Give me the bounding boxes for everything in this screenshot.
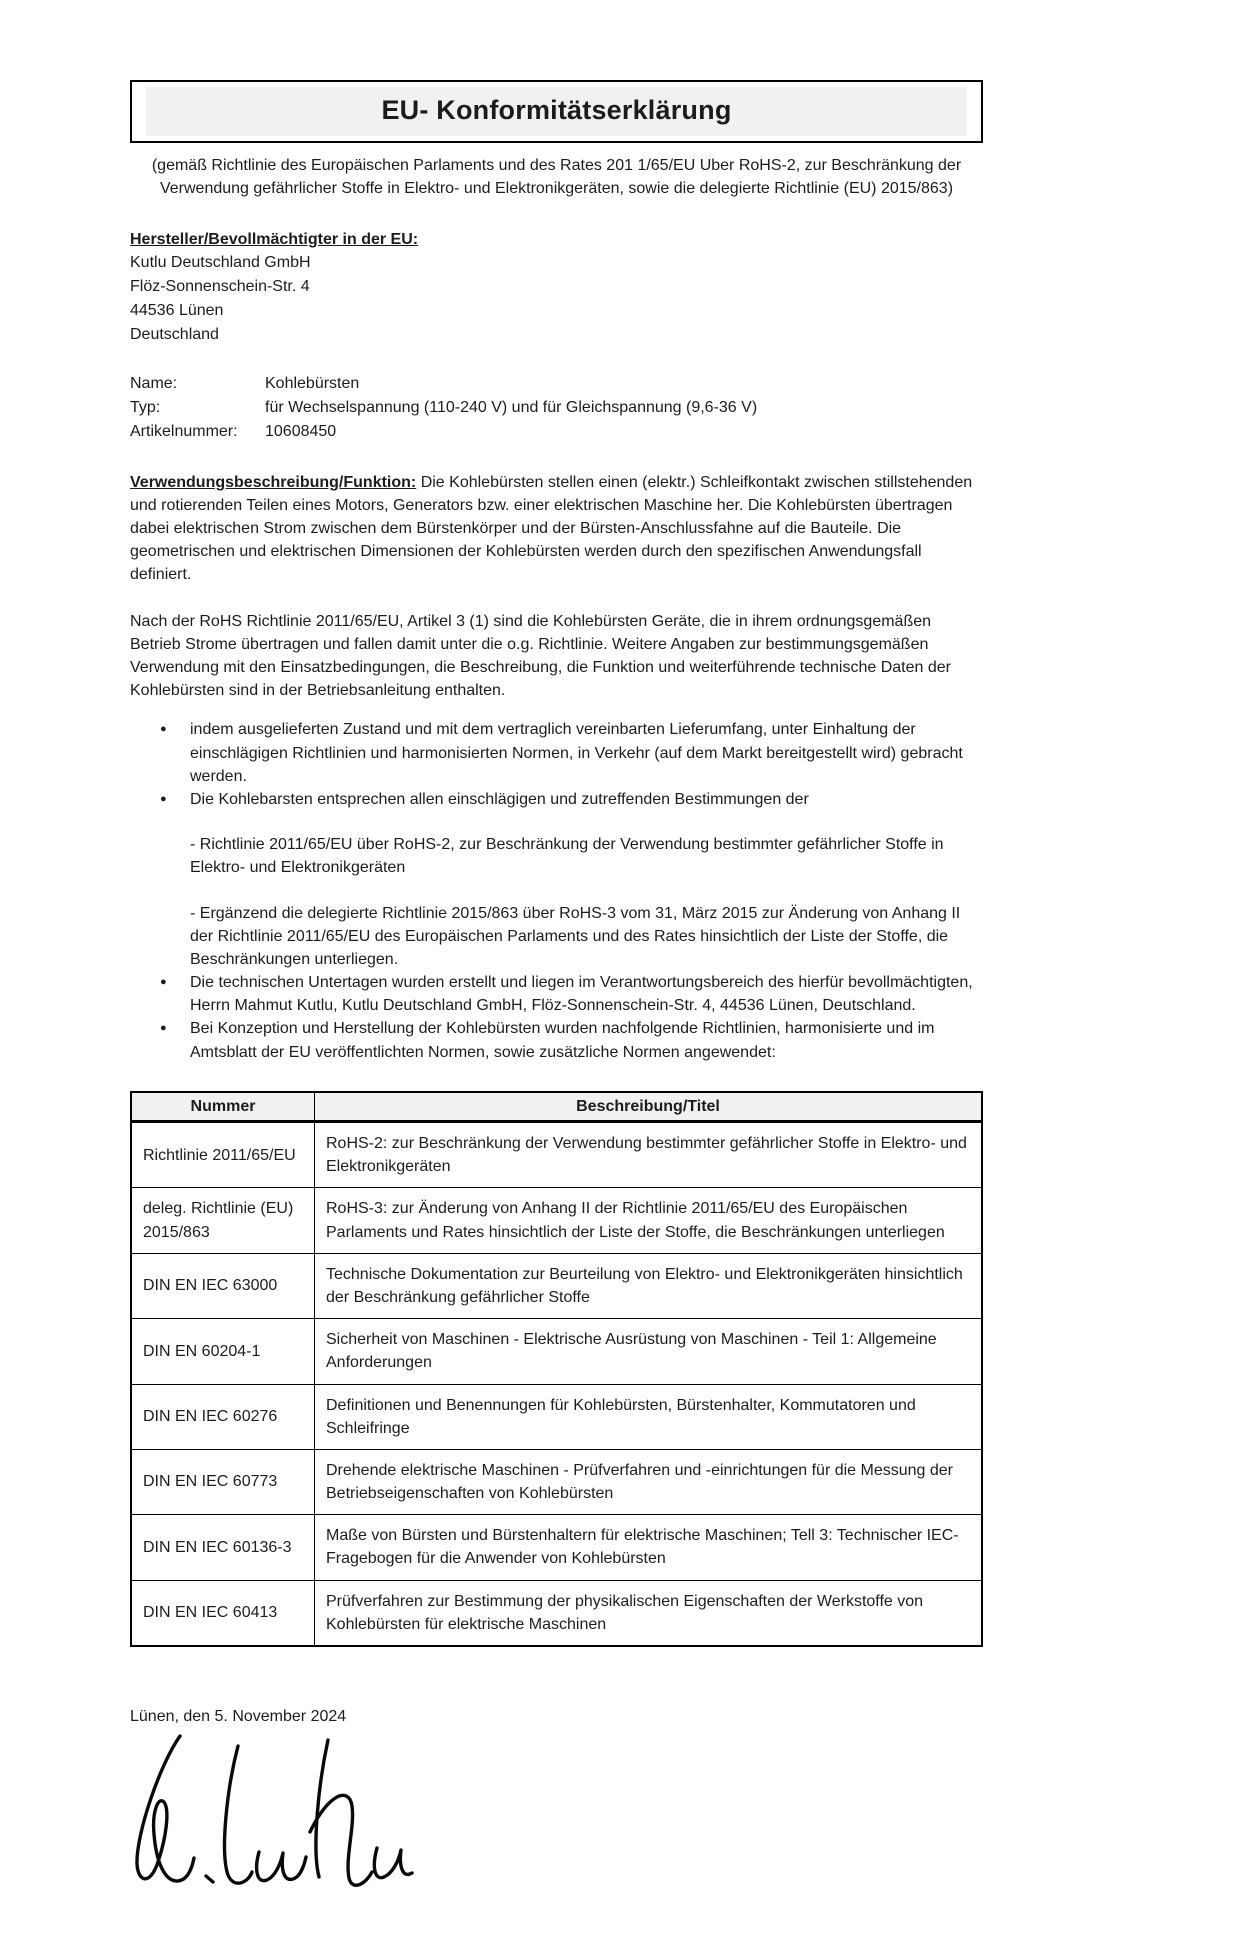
product-value: für Wechselspannung (110-240 V) und für Gleichspannung (9,6-36 V) [265, 398, 758, 416]
table-row [131, 1580, 982, 1646]
product-row [130, 372, 983, 396]
table-header-beschreibung: Beschreibung/Titel [315, 1092, 983, 1122]
address-line: 44536 Lünen [130, 301, 224, 319]
table-row [131, 1253, 982, 1318]
table-header-nummer: Nummer [131, 1092, 315, 1122]
cell-number: DIN EN IEC 60136-3 [131, 1515, 315, 1580]
bullet-item [130, 971, 983, 1017]
table-row [131, 1188, 982, 1253]
cell-description: Definitionen und Benennungen für Kohlebürsten, Bürstenhalter, Kommutatoren und Schleifringe [315, 1384, 983, 1449]
product-label: Artikelnummer: [130, 422, 238, 440]
table-row [131, 1384, 982, 1449]
bullet-list [130, 718, 983, 1063]
cell-number: DIN EN 60204-1 [131, 1319, 315, 1384]
cell-description: RoHS-3: zur Änderung von Anhang II der Richtlinie 2011/65/EU des Europäischen Parlaments und Rates hinsichtlich der Liste der Stoffe, die Beschränkungen unterliegen [315, 1188, 983, 1253]
dateline: Lünen, den 5. November 2024 [130, 1708, 347, 1726]
bullet-sub-paragraph: - Ergänzend die delegierte Richtlinie 2015/863 über RoHS-3 vom 31, März 2015 zur Änderung von Anhang II der Richtlinie 2011/65/EU des Europäischen Parlaments und des Rates hinsichtlich der Liste der Stoffe, die Beschränkungen unterliegen. [190, 904, 961, 968]
product-row [130, 420, 983, 444]
bullet-text: ● Die Kohlebarsten entsprechen allen einschlägigen und zutreffenden Bestimmungen der [190, 790, 809, 808]
rohs-paragraph: Nach der RoHS Richtlinie 2011/65/EU, Artikel 3 (1) sind die Kohlebürsten Geräte, die in ihrem ordnungsgemäßen Betrieb Strome übertragen und fallen damit unter die o.g. Richtlinie. Weitere Angaben zur bestimmungsgemäßen Verwendung mit den Einsatzbedingungen, die Beschreibung, die Funktion und weiterführende technische Daten der Kohlebürsten sind in der Betriebsanleitung enthalten. [130, 612, 951, 700]
address-line: Flöz-Sonnenschein-Str. 4 [130, 277, 310, 295]
bullet-text: ● indem ausgelieferten Zustand und mit dem vertraglich vereinbarten Lieferumfang, unter Einhaltung der einschlägigen Richtlinien und harmonisierten Normen, in Verkehr (auf dem Markt bereitgestellt wird) gebracht werden. [190, 721, 963, 785]
address-line: Deutschland [130, 325, 219, 343]
page-title: EU- Konformitätserklärung [146, 87, 967, 136]
manufacturer-heading: Hersteller/Bevollmächtigter in der EU: [130, 230, 419, 248]
cell-number: DIN EN IEC 63000 [131, 1253, 315, 1318]
cell-number: DIN EN IEC 60276 [131, 1384, 315, 1449]
cell-description: Sicherheit von Maschinen - Elektrische Ausrüstung von Maschinen - Teil 1: Allgemeine Anforderungen [315, 1319, 983, 1384]
product-value: 10608450 [265, 422, 337, 440]
cell-number: Richtlinie 2011/65/EU [131, 1122, 315, 1188]
bullet-text: ● Die technischen Untertagen wurden erstellt und liegen im Verantwortungsbereich des hierfür bevollmächtigten, Herrn Mahmut Kutlu, Kutlu Deutschland GmbH, Flöz-Sonnenschein-Str. 4, 44536 Lünen, Deutschland. [190, 974, 973, 1015]
cell-number: deleg. Richtlinie (EU) 2015/863 [131, 1188, 315, 1253]
title-box [130, 80, 983, 143]
usage-lead: Verwendungsbeschreibung/Funktion: [130, 473, 417, 491]
usage-text: Die Kohlebürsten stellen einen (elektr.) Schleifkontakt zwischen stillstehenden und rotierenden Teilen eines Motors, Generators bzw. einer elektrischen Maschine her. Die Kohlebürsten übertragen dabei elektrischen Strom zwischen dem Bürstenkörper und der Bürsten-Anschlussfahne auf die Bauteile. Die geometrischen und elektrischen Dimensionen der Kohlebürsten werden durch den spezifischen Anwendungsfall definiert. [130, 473, 973, 584]
table-row [131, 1122, 982, 1188]
product-row [130, 396, 983, 420]
table-row [131, 1319, 982, 1384]
bullet-item [130, 718, 983, 788]
product-label: Name: [130, 374, 178, 392]
cell-description: Technische Dokumentation zur Beurteilung von Elektro- und Elektronikgeräten hinsichtlich der Beschränkung gefährlicher Stoffe [315, 1253, 983, 1318]
cell-number: DIN EN IEC 60773 [131, 1449, 315, 1514]
cell-number: DIN EN IEC 60413 [131, 1580, 315, 1646]
bullet-sub-paragraph: - Richtlinie 2011/65/EU über RoHS-2, zur Beschränkung der Verwendung bestimmter gefährlicher Stoffe in Elektro- und Elektronikgeräten [190, 836, 944, 877]
table-row [131, 1515, 982, 1580]
cell-description: Maße von Bürsten und Bürstenhaltern für elektrische Maschinen; Tell 3: Technischer IEC-Fragebogen für die Anwender von Kohlebürsten [315, 1515, 983, 1580]
table-row [131, 1449, 982, 1514]
cell-description: RoHS-2: zur Beschränkung der Verwendung bestimmter gefährlicher Stoffe in Elektro- und Elektronikgeräten [315, 1122, 983, 1188]
subtitle: (gemäß Richtlinie des Europäischen Parlaments und des Rates 201 1/65/EU Uber RoHS-2, zur Beschränkung der Verwendung gefährlicher Stoffe in Elektro- und Elektronikgeräten, sowie die delegierte Richtlinie (EU) 2015/863) [151, 157, 962, 198]
product-info [130, 372, 983, 444]
cell-description: Drehende elektrische Maschinen - Prüfverfahren und -einrichtungen für die Messung der Betriebseigenschaften von Kohlebürsten [315, 1449, 983, 1514]
table-header-row [131, 1092, 982, 1122]
bullet-item [130, 788, 983, 971]
cell-description: Prüfverfahren zur Bestimmung der physikalischen Eigenschaften der Werkstoffe von Kohlebürsten für elektrische Maschinen [315, 1580, 983, 1646]
product-label: Typ: [130, 398, 161, 416]
address-line: Kutlu Deutschland GmbH [130, 253, 311, 271]
product-value: Kohlebürsten [265, 374, 360, 392]
bullet-text: ● Bei Konzeption und Herstellung der Kohlebürsten wurden nachfolgende Richtlinien, harmonisierte und im Amtsblatt der EU veröffentlichten Normen, sowie zusätzliche Normen angewendet: [190, 1020, 935, 1061]
signature-image [116, 1730, 983, 1895]
standards-table [130, 1091, 983, 1647]
manufacturer-address [130, 251, 983, 347]
bullet-item [130, 1017, 983, 1063]
usage-paragraph [130, 471, 983, 587]
